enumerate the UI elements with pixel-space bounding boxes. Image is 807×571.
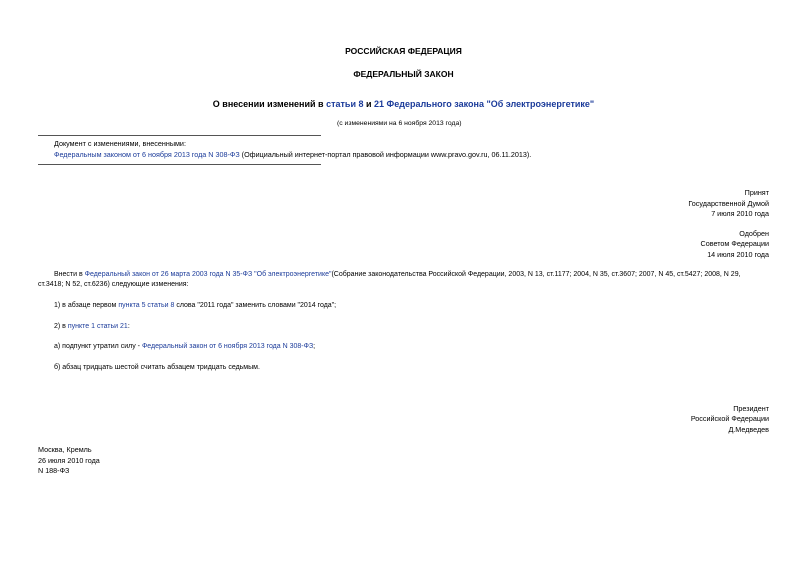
sub-item-a-text: ; — [313, 343, 316, 350]
main-paragraph — [54, 271, 741, 278]
bottom-divider — [38, 164, 321, 165]
sub-item-b: б) абзац тридцать шестой считать абзацем тридцать седьмым. — [54, 364, 260, 371]
changes-intro: Документ с изменениями, внесенными: — [54, 139, 186, 148]
approved-label: Одобрен — [739, 229, 769, 238]
amendment-note: (с изменениями на 6 ноября 2013 года) — [337, 120, 462, 127]
law-308-fz-link[interactable]: Федеральный закон от 6 ноября 2013 года N 308-ФЗ — [141, 343, 314, 350]
top-divider — [38, 135, 321, 136]
signature-name: Д.Медведев — [728, 425, 769, 434]
main-prefix: Внести в — [54, 271, 85, 278]
footer-place: Москва, Кремль — [38, 445, 92, 454]
adopted-label: Принят — [744, 188, 769, 197]
document-title — [0, 100, 807, 109]
adopted-body: Государственной Думой — [688, 199, 769, 208]
sub-item-a-prefix: а) подпункт утратил силу - — [54, 343, 142, 350]
signature-body: Российской Федерации — [690, 414, 769, 423]
article-8-point-5-link[interactable]: пункта 5 статьи 8 — [118, 302, 175, 309]
article-21-point-1-link[interactable]: пункте 1 статьи 21 — [67, 323, 128, 330]
adopted-date: 7 июля 2010 года — [711, 209, 769, 218]
law-35-fz-link[interactable]: Федеральный закон от 26 марта 2003 года N 35-ФЗ "Об электроэнергетике" — [84, 271, 332, 278]
item-2 — [54, 323, 130, 330]
changes-law-link[interactable]: Федеральным законом от 6 ноября 2013 года N 308-ФЗ — [54, 150, 240, 159]
approved-body: Советом Федерации — [700, 239, 769, 248]
changes-source-line — [54, 151, 531, 158]
item-1-text: слова "2011 года" заменить словами "2014 года"; — [174, 302, 337, 309]
title-link-article-8[interactable]: статьи 8 — [326, 99, 364, 109]
country-heading: РОССИЙСКАЯ ФЕДЕРАЦИЯ — [345, 46, 462, 56]
item-2-prefix: 2) в — [54, 323, 68, 330]
main-paragraph-continuation: ст.3418; N 52, ст.6236) следующие изменения: — [38, 281, 189, 288]
law-type-heading: ФЕДЕРАЛЬНЫЙ ЗАКОН — [353, 69, 454, 79]
title-prefix: О внесении изменений в — [212, 99, 327, 109]
item-1-prefix: 1) в абзаце первом — [54, 302, 119, 309]
main-citation: (Собрание законодательства Российской Федерации, 2003, N 13, ст.1177; 2004, N 35, ст.3607; 2007, N 45, ст.5427; 2008, N 29, — [331, 271, 741, 278]
sub-item-a — [54, 343, 315, 350]
title-mid: и — [363, 99, 375, 109]
item-2-text: : — [127, 323, 130, 330]
item-1 — [54, 302, 336, 309]
footer-date: 26 июля 2010 года — [38, 456, 100, 465]
footer-number: N 188-ФЗ — [38, 466, 70, 475]
signature-title: Президент — [733, 404, 769, 413]
approved-date: 14 июля 2010 года — [707, 250, 769, 259]
changes-source-text: (Официальный интернет-портал правовой информации www.pravo.gov.ru, 06.11.2013). — [239, 150, 532, 159]
title-link-article-21[interactable]: 21 Федерального закона "Об электроэнергетике" — [374, 99, 595, 109]
